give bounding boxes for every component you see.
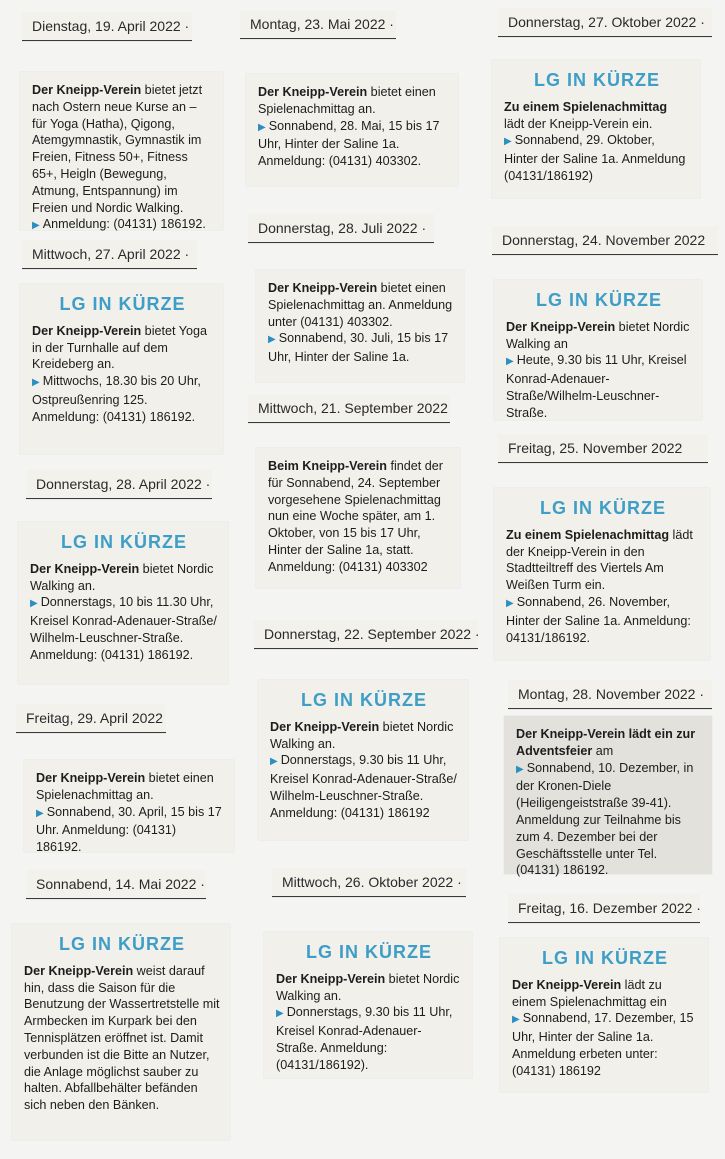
clipping-lead: Der Kneipp-Verein bbox=[506, 319, 616, 334]
triangle-right-icon: ▶ bbox=[258, 121, 266, 133]
date-line: Freitag, 25. November 2022 bbox=[498, 434, 708, 463]
clipping-text: bietet einen Spielenachmittag an. bbox=[258, 85, 436, 116]
clipping-info: Heute, 9.30 bis 11 Uhr, Kreisel Konrad-Adenauer-Straße/Wilhelm-Leuschner-Straße. bbox=[506, 353, 687, 420]
news-clipping bbox=[20, 72, 223, 230]
date-line: Mittwoch, 21. September 2022 bbox=[248, 394, 450, 423]
triangle-right-icon: ▶ bbox=[270, 756, 278, 768]
news-clipping bbox=[492, 60, 700, 198]
clipping-text: bietet Nordic Walking an. bbox=[270, 719, 454, 751]
clipping-lead: Zu einem Spielenachmittag bbox=[504, 99, 668, 114]
lg-in-kuerze-heading: LG IN KÜRZE bbox=[536, 290, 662, 310]
triangle-right-icon: ▶ bbox=[36, 807, 44, 819]
clipping-lead: Der Kneipp-Verein bbox=[36, 771, 146, 785]
clipping-lead: Beim Kneipp-Verein bbox=[268, 459, 387, 473]
clipping-text: bietet einen Spielenachmittag an. Anmeldung unter (04131) 403302. bbox=[268, 281, 453, 329]
lg-in-kuerze-heading: LG IN KÜRZE bbox=[61, 532, 187, 552]
clipping-info: Donnerstags, 9.30 bis 11 Uhr, Kreisel Konrad-Adenauer-Straße. Anmeldung: (04131/186192). bbox=[276, 1005, 453, 1072]
date-line: Freitag, 29. April 2022 bbox=[16, 704, 166, 733]
clipping-info: Sonnabend, 30. April, 15 bis 17 Uhr. Anmeldung: (04131) 186192. bbox=[36, 804, 222, 855]
lg-in-kuerze-heading: LG IN KÜRZE bbox=[542, 948, 668, 968]
clipping-info: Donnerstags, 10 bis 11.30 Uhr, Kreisel Konrad-Adenauer-Straße/ Wilhelm-Leuschner-Straße. Anmeldung: (04131) 186192. bbox=[30, 595, 217, 662]
lg-in-kuerze-heading: LG IN KÜRZE bbox=[540, 498, 666, 518]
clipping-info: Sonnabend, 28. Mai, 15 bis 17 Uhr, Hinter der Saline 1a. Anmeldung: (04131) 403302. bbox=[258, 118, 440, 169]
clipping-text: lädt der Kneipp-Verein in den Stadtteiltreff des Viertels Am Weißen Turm ein. bbox=[506, 527, 693, 593]
news-clipping bbox=[256, 448, 460, 588]
news-clipping bbox=[12, 924, 230, 1140]
lg-in-kuerze-heading: LG IN KÜRZE bbox=[59, 934, 185, 954]
news-clipping bbox=[500, 938, 708, 1092]
news-clipping bbox=[18, 522, 228, 684]
clipping-info: Anmeldung: (04131) 186192. bbox=[42, 217, 206, 232]
triangle-right-icon: ▶ bbox=[506, 356, 514, 368]
date-line: Donnerstag, 28. April 2022 · bbox=[26, 470, 212, 499]
news-clipping bbox=[20, 284, 223, 454]
clipping-text: bietet Nordic Walking an bbox=[506, 319, 690, 351]
clipping-lead: Der Kneipp-Verein bbox=[270, 719, 380, 734]
clipping-info: Mittwochs, 18.30 bis 20 Uhr, Ostpreußenring 125. Anmeldung: (04131) 186192. bbox=[32, 374, 201, 424]
clipping-info: Sonnabend, 26. November, Hinter der Saline 1a. Anmeldung: 04131/186192. bbox=[506, 594, 691, 645]
clipping-info: Sonnabend, 10. Dezember, in der Kronen-Diele (Heiligengeiststraße 39-41). Anmeldung zur Teilnahme bis zum 4. Dezember bei der Geschäftsstelle unter Tel. (04131) 186192. bbox=[516, 760, 694, 878]
clipping-text: bietet Nordic Walking an. bbox=[276, 971, 460, 1003]
news-clipping bbox=[494, 488, 710, 660]
news-clipping bbox=[24, 760, 234, 855]
triangle-right-icon: ▶ bbox=[268, 334, 276, 346]
clipping-lead: Der Kneipp-Verein bbox=[268, 281, 378, 295]
clipping-text: am bbox=[592, 743, 614, 758]
clipping-lead: Der Kneipp-Verein bbox=[24, 963, 134, 978]
clipping-info: Donnerstags, 9.30 bis 11 Uhr, Kreisel Konrad-Adenauer-Straße/ Wilhelm-Leuschner-Straße. Anmeldung: (04131) 186192 bbox=[270, 753, 457, 820]
news-clipping bbox=[246, 74, 458, 186]
date-line: Sonnabend, 14. Mai 2022 · bbox=[26, 870, 206, 899]
lg-in-kuerze-heading: LG IN KÜRZE bbox=[301, 690, 427, 710]
date-line: Donnerstag, 22. September 2022 · bbox=[254, 620, 478, 649]
date-line: Freitag, 16. Dezember 2022 · bbox=[508, 894, 700, 923]
news-clipping bbox=[258, 680, 468, 840]
clipping-lead: Der Kneipp-Verein bbox=[32, 83, 142, 97]
clipping-text: bietet einen Spielenachmittag an. bbox=[36, 771, 214, 802]
clipping-text: bietet jetzt nach Ostern neue Kurse an – für Yoga (Hatha), Qigong, Atemgymnastik, Gymnastik im Freien, Fitness 50+, Fitness 65+, Heigln (Bewegung, Atmung, Entspannung) im Freien und Nordic Walking. bbox=[32, 83, 203, 215]
clipping-info: Sonnabend, 17. Dezember, 15 Uhr, Hinter der Saline 1a. Anmeldung erbeten unter: (04131) 186192 bbox=[512, 1011, 694, 1078]
lg-in-kuerze-heading: LG IN KÜRZE bbox=[534, 70, 660, 90]
clipping-lead: Der Kneipp-Verein lädt ein zur Adventsfeier bbox=[516, 727, 696, 758]
clipping-lead: Der Kneipp-Verein bbox=[276, 971, 386, 986]
date-line: Mittwoch, 26. Oktober 2022 · bbox=[272, 868, 466, 897]
lg-in-kuerze-heading: LG IN KÜRZE bbox=[59, 294, 186, 314]
clipping-text: findet der für Sonnabend, 24. September vorgesehene Spielenachmittag nun eine Woche später, am 1. Oktober, von 15 bis 17 Uhr, Hinter der Saline 1a, statt. Anmeldung: (04131) 403302 bbox=[268, 459, 443, 574]
news-clipping bbox=[494, 280, 702, 420]
clipping-text: lädt der Kneipp-Verein ein. bbox=[504, 116, 653, 131]
clipping-text: weist darauf hin, dass die Saison für die Benutzung der Wassertretstelle mit Armbecken im Kurpark bei den Tennisplätzen eröffnet ist. Damit verbunden ist die Bitte an Nutzer, die Anlage möglichst sauber zu halten. Abfallbehälter befänden sich neben den Bänken. bbox=[24, 963, 220, 1113]
clipping-text: bietet Nordic Walking an. bbox=[30, 561, 214, 593]
clipping-lead: Der Kneipp-Verein bbox=[32, 323, 142, 338]
triangle-right-icon: ▶ bbox=[516, 763, 524, 775]
clipping-lead: Der Kneipp-Verein bbox=[30, 561, 140, 576]
clipping-lead: Der Kneipp-Verein bbox=[512, 977, 622, 992]
date-line: Donnerstag, 28. Juli 2022 · bbox=[248, 214, 434, 243]
triangle-right-icon: ▶ bbox=[506, 597, 514, 609]
clipping-text: bietet Yoga in der Turnhalle auf dem Kreideberg an. bbox=[32, 323, 208, 372]
news-clipping bbox=[264, 932, 472, 1078]
date-line: Donnerstag, 27. Oktober 2022 · bbox=[498, 8, 712, 37]
clipping-info: Sonnabend, 29. Oktober, Hinter der Saline 1a. Anmeldung (04131/186192) bbox=[504, 133, 686, 183]
date-line: Dienstag, 19. April 2022 · bbox=[22, 12, 192, 41]
triangle-right-icon: ▶ bbox=[30, 598, 38, 610]
news-clipping bbox=[256, 270, 464, 382]
date-line: Montag, 23. Mai 2022 · bbox=[240, 10, 396, 39]
triangle-right-icon: ▶ bbox=[32, 220, 40, 232]
triangle-right-icon: ▶ bbox=[32, 377, 40, 389]
date-line: Donnerstag, 24. November 2022 bbox=[492, 226, 718, 255]
triangle-right-icon: ▶ bbox=[512, 1014, 520, 1026]
lg-in-kuerze-heading: LG IN KÜRZE bbox=[306, 942, 432, 962]
triangle-right-icon: ▶ bbox=[276, 1008, 284, 1020]
news-clipping bbox=[504, 716, 712, 878]
clipping-lead: Zu einem Spielenachmittag bbox=[506, 527, 670, 542]
clipping-lead: Der Kneipp-Verein bbox=[258, 85, 368, 99]
clipping-info: Sonnabend, 30. Juli, 15 bis 17 Uhr, Hinter der Saline 1a. bbox=[268, 331, 449, 365]
clipping-text: lädt zu einem Spielenachmittag ein bbox=[512, 977, 667, 1009]
date-line: Montag, 28. November 2022 · bbox=[508, 680, 712, 709]
triangle-right-icon: ▶ bbox=[504, 136, 512, 148]
date-line: Mittwoch, 27. April 2022 · bbox=[22, 240, 197, 269]
